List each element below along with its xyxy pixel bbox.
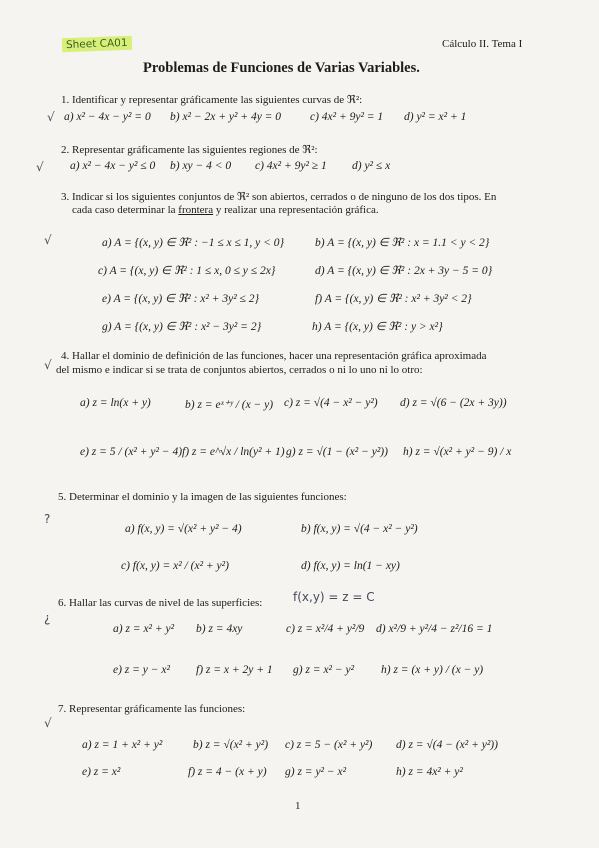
p3-item-h: h) A = {(x, y) ∈ ℜ² : y > x²} — [312, 321, 443, 333]
p4-item-c: c) z = √(4 − x² − y²) — [284, 397, 378, 409]
p7-item-b: b) z = √(x² + y²) — [193, 739, 269, 751]
p6-item-a: a) z = x² + y² — [113, 623, 175, 635]
p2-item-b: b) xy − 4 < 0 — [170, 160, 232, 172]
p7-item-c: c) z = 5 − (x² + y²) — [285, 739, 373, 751]
p7-item-e: e) z = x² — [82, 766, 121, 778]
p1-item-a: a) x² − 4x − y² = 0 — [64, 111, 151, 123]
p1-item-d: d) y² = x² + 1 — [404, 111, 467, 123]
problem-7-statement: 7. Representar gráficamente las funciones: — [58, 703, 246, 715]
p7-item-f: f) z = 4 − (x + y) — [188, 766, 267, 778]
p3-item-e: e) A = {(x, y) ∈ ℜ² : x² + 3y² ≤ 2} — [102, 293, 260, 305]
problem-4-statement-line2: del mismo e indicar si se trata de conjuntos abiertos, cerrados o ni lo uno ni lo otro: — [56, 364, 423, 376]
problem-2-statement: 2. Representar gráficamente las siguientes regiones de ℜ²: — [61, 144, 318, 156]
p3-item-f: f) A = {(x, y) ∈ ℜ² : x² + 3y² < 2} — [315, 293, 472, 305]
check-mark: √ — [47, 110, 55, 124]
page-title: Problemas de Funciones de Varias Variables. — [143, 60, 420, 76]
check-mark: √ — [36, 160, 44, 174]
p2-item-a: a) x² − 4x − y² ≤ 0 — [70, 160, 156, 172]
check-mark: √ — [44, 716, 52, 730]
p6-item-b: b) z = 4xy — [196, 623, 243, 635]
question-mark: ¿ — [44, 611, 51, 625]
p3-text-part: y realizar una representación gráfica. — [213, 204, 379, 216]
p5-item-a: a) f(x, y) = √(x² + y² − 4) — [125, 523, 242, 535]
p4-item-h: h) z = √(x² + y² − 9) / x — [403, 446, 512, 458]
problem-3-statement-line2 — [72, 204, 379, 216]
sheet-highlight-label: Sheet CA01 — [62, 36, 132, 52]
p4-item-d: d) z = √(6 − (2x + 3y)) — [400, 397, 507, 409]
p3-item-a: a) A = {(x, y) ∈ ℜ² : −1 ≤ x ≤ 1, y < 0} — [102, 237, 285, 249]
p6-item-e: e) z = y − x² — [113, 664, 170, 676]
p6-item-d: d) x²/9 + y²/4 − z²/16 = 1 — [376, 623, 493, 635]
p3-text-part: cada caso determinar la — [72, 204, 179, 216]
problem-5-statement: 5. Determinar el dominio y la imagen de las siguientes funciones: — [58, 491, 347, 503]
problem-6-statement: 6. Hallar las curvas de nivel de las superficies: — [58, 597, 263, 609]
p2-item-d: d) y² ≤ x — [352, 160, 391, 172]
p7-item-g: g) z = y² − x² — [285, 766, 347, 778]
p7-item-d: d) z = √(4 − (x² + y²)) — [396, 739, 498, 751]
p7-item-a: a) z = 1 + x² + y² — [82, 739, 163, 751]
problem-1-statement: 1. Identificar y representar gráficamente las siguientes curvas de ℜ²: — [61, 94, 363, 106]
p3-item-c: c) A = {(x, y) ∈ ℜ² : 1 ≤ x, 0 ≤ y ≤ 2x} — [98, 265, 276, 277]
p5-item-c: c) f(x, y) = x² / (x² + y²) — [121, 560, 229, 572]
p3-item-d: d) A = {(x, y) ∈ ℜ² : 2x + 3y − 5 = 0} — [315, 265, 493, 277]
p3-item-b: b) A = {(x, y) ∈ ℜ² : x = 1.1 < y < 2} — [315, 237, 490, 249]
p1-item-b: b) x² − 2x + y² + 4y = 0 — [170, 111, 282, 123]
p4-item-g: g) z = √(1 − (x² − y²)) — [286, 446, 388, 458]
p3-item-g: g) A = {(x, y) ∈ ℜ² : x² − 3y² = 2} — [102, 321, 262, 333]
p4-item-b: b) z = eˣ⁺ʸ / (x − y) — [185, 399, 274, 411]
check-mark: √ — [44, 358, 52, 372]
level-curve-handwritten-note: f(x,y) = z = C — [293, 590, 375, 604]
p6-item-c: c) z = x²/4 + y²/9 — [286, 623, 365, 635]
p4-item-f: f) z = e^√x / ln(y² + 1) — [182, 446, 285, 458]
p7-item-h: h) z = 4x² + y² — [396, 766, 463, 778]
p5-item-d: d) f(x, y) = ln(1 − xy) — [301, 560, 400, 572]
course-label: Cálculo II. Tema I — [442, 38, 523, 50]
page-number: 1 — [295, 800, 301, 812]
check-mark: √ — [44, 233, 52, 247]
problem-3-statement-line1: 3. Indicar si los siguientes conjuntos de ℜ² son abiertos, cerrados o de ninguno de los dos tipos. En — [61, 191, 497, 203]
p4-item-e: e) z = 5 / (x² + y² − 4) — [80, 446, 183, 458]
p5-item-b: b) f(x, y) = √(4 − x² − y²) — [301, 523, 418, 535]
p2-item-c: c) 4x² + 9y² ≥ 1 — [255, 160, 327, 172]
p1-item-c: c) 4x² + 9y² = 1 — [310, 111, 384, 123]
p6-item-h: h) z = (x + y) / (x − y) — [381, 664, 484, 676]
p4-item-a: a) z = ln(x + y) — [80, 397, 151, 409]
p6-item-g: g) z = x² − y² — [293, 664, 355, 676]
p3-underlined-frontera: frontera — [178, 204, 214, 216]
p6-item-f: f) z = x + 2y + 1 — [196, 664, 273, 676]
question-mark: ? — [44, 512, 51, 526]
problem-4-statement-line1: 4. Hallar el dominio de definición de las funciones, hacer una representación gráfica aproximada — [61, 350, 487, 362]
